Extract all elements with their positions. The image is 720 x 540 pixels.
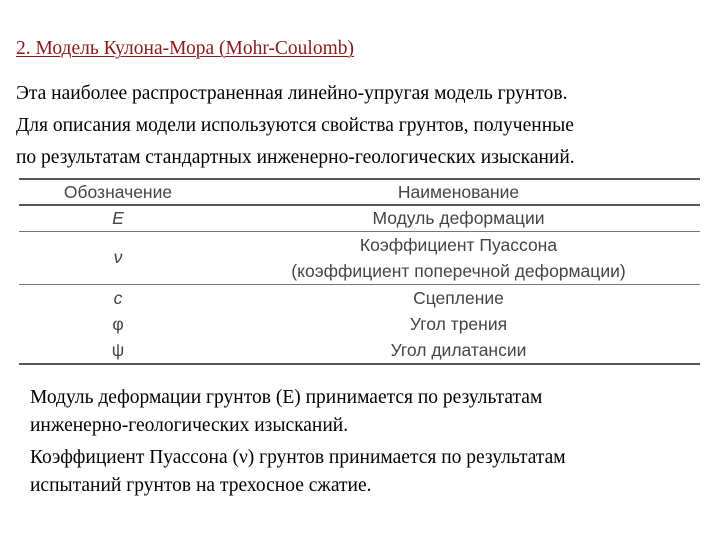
paragraph-line: инженерно-геологических изысканий. — [30, 415, 349, 436]
symbol-cell — [19, 284, 217, 364]
symbol-cell: ν — [19, 231, 217, 284]
table-row — [19, 284, 700, 364]
table-header-row — [19, 179, 700, 205]
symbol-line: φ — [112, 313, 124, 334]
intro-line: Эта наиболее распространенная линейно-упругая модель грунтов. — [16, 83, 568, 104]
intro-text — [16, 78, 716, 174]
name-line: Угол трения — [409, 313, 508, 334]
name-line: Коэффициент Пуассона — [359, 234, 558, 255]
header-symbol: Обозначение — [19, 179, 217, 205]
table-row — [19, 205, 700, 231]
symbol-line: c — [113, 287, 123, 308]
name-cell — [217, 284, 700, 364]
paragraph-poisson — [30, 444, 710, 500]
name-cell — [217, 231, 700, 284]
slide-heading: 2. Модель Кулона-Мора (Mohr-Coulomb) — [16, 38, 355, 59]
table-row — [19, 231, 700, 284]
symbol-cell: E — [19, 205, 217, 231]
paragraph-line: испытаний грунтов на трехосное сжатие. — [30, 475, 372, 496]
paragraph-line: Коэффициент Пуассона (ν) грунтов принимается по результатам — [30, 447, 566, 468]
name-line: (коэффициент поперечной деформации) — [291, 260, 626, 281]
parameters-table — [19, 178, 700, 358]
paragraph-modulus — [30, 384, 710, 440]
name-line: Угол дилатансии — [390, 339, 527, 360]
body-text — [30, 384, 710, 504]
name-cell: Модуль деформации — [217, 205, 700, 231]
name-line: Сцепление — [413, 287, 504, 308]
symbol-line: ψ — [111, 339, 125, 360]
header-name: Наименование — [217, 179, 700, 205]
paragraph-line: Модуль деформации грунтов (E) принимается по результатам — [30, 387, 543, 408]
intro-line: по результатам стандартных инженерно-геологических изысканий. — [16, 147, 575, 168]
intro-line: Для описания модели используются свойства грунтов, полученные — [16, 115, 574, 136]
